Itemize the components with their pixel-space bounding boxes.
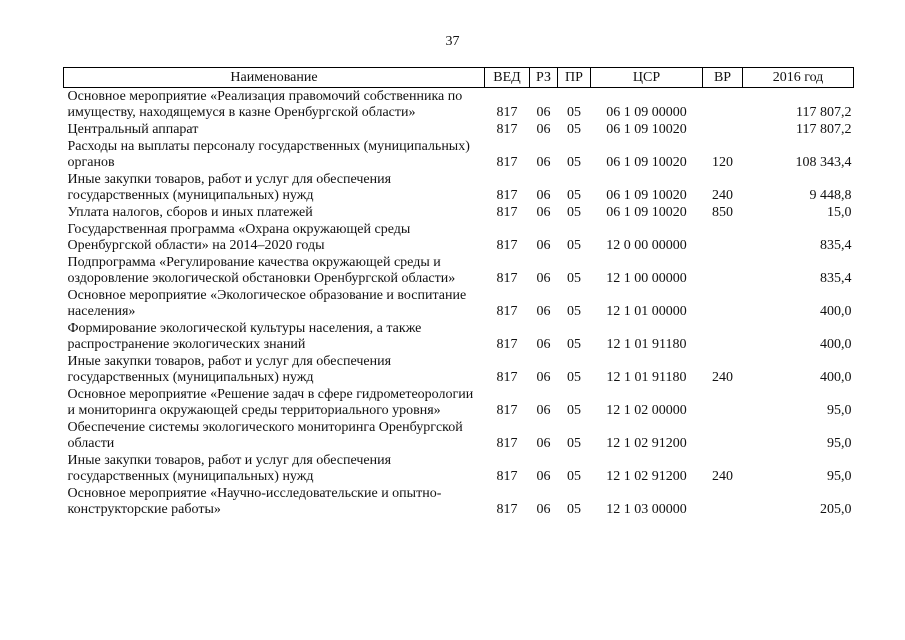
cell-name: Формирование экологической культуры населения, а также распространение экологических знаний [67,321,422,352]
cell-rz: 06 [536,205,551,220]
cell-pr: 05 [567,155,581,170]
cell-pr: 05 [567,105,581,120]
cell-name: Обеспечение системы экологического мониторинга Оренбургской области [67,420,463,451]
cell-amount: 15,0 [827,205,852,220]
cell-vr [703,485,743,518]
cell-amount: 95,0 [827,469,852,484]
cell-csr: 06 1 09 10020 [606,122,687,137]
cell-amount: 95,0 [827,436,852,451]
cell-rz: 06 [536,403,551,418]
cell-csr: 12 0 00 00000 [606,238,687,253]
cell-rz: 06 [536,370,551,385]
cell-amount: 400,0 [820,304,852,319]
cell-ved: 817 [496,469,518,484]
cell-amount: 95,0 [827,403,852,418]
cell-pr: 05 [567,403,581,418]
cell-amount: 9 448,8 [809,188,852,203]
cell-csr: 06 1 09 00000 [606,105,687,120]
cell-pr: 05 [567,370,581,385]
table-row [64,88,854,122]
cell-vr [703,320,743,353]
cell-vr [703,88,743,122]
table-row [64,287,854,320]
table-row [64,254,854,287]
cell-rz: 06 [536,238,551,253]
cell-ved: 817 [496,155,518,170]
cell-amount: 117 807,2 [796,122,852,137]
table-row [64,204,854,221]
cell-ved: 817 [496,205,518,220]
cell-csr: 12 1 02 91200 [606,469,687,484]
cell-rz: 06 [536,122,551,137]
table-row [64,419,854,452]
cell-amount: 400,0 [820,370,852,385]
cell-name: Расходы на выплаты персоналу государственных (муниципальных) органов [67,139,470,170]
cell-ved: 817 [496,188,518,203]
table-row [64,386,854,419]
cell-name: Подпрограмма «Регулирование качества окружающей среды и оздоровление экологической обстановки Оренбургской области» [67,255,456,286]
cell-name: Основное мероприятие «Научно-исследовательские и опытно-конструкторские работы» [67,486,442,517]
cell-amount: 400,0 [820,337,852,352]
cell-name: Основное мероприятие «Реализация правомочий собственника по имуществу, находящемуся в казне Оренбургской области» [67,89,463,120]
cell-csr: 12 1 01 91180 [606,337,687,352]
cell-rz: 06 [536,271,551,286]
page-number: 37 [445,34,460,49]
cell-ved: 817 [496,403,518,418]
table-row [64,171,854,204]
cell-pr: 05 [567,188,581,203]
cell-pr: 05 [567,304,581,319]
table-row [64,221,854,254]
cell-rz: 06 [536,436,551,451]
cell-vr: 240 [712,188,733,203]
cell-csr: 06 1 09 10020 [606,205,687,220]
cell-rz: 06 [536,469,551,484]
cell-vr [703,121,743,138]
cell-name: Иные закупки товаров, работ и услуг для обеспечения государственных (муниципальных) нужд [67,453,392,484]
cell-csr: 12 1 00 00000 [606,271,687,286]
table-row [64,485,854,518]
cell-csr: 12 1 02 00000 [606,403,687,418]
cell-ved: 817 [496,122,518,137]
cell-pr: 05 [567,337,581,352]
cell-pr: 05 [567,238,581,253]
cell-pr: 05 [567,271,581,286]
cell-csr: 06 1 09 10020 [606,155,687,170]
cell-ved: 817 [496,304,518,319]
cell-name: Основное мероприятие «Решение задач в сфере гидрометеорологии и мониторинга окружающей среды территориального уровня» [67,387,474,418]
column-header-amount: 2016 год [743,68,854,88]
cell-ved: 817 [496,502,518,517]
column-header-csr: ЦСР [591,68,703,88]
column-header-name: Наименование [64,68,485,88]
table-row [64,121,854,138]
cell-name: Иные закупки товаров, работ и услуг для обеспечения государственных (муниципальных) нужд [67,172,392,203]
column-header-vr: ВР [703,68,743,88]
table-body [64,88,854,519]
cell-ved: 817 [496,271,518,286]
cell-pr: 05 [567,502,581,517]
cell-csr: 12 1 03 00000 [606,502,687,517]
cell-rz: 06 [536,155,551,170]
cell-csr: 06 1 09 10020 [606,188,687,203]
cell-rz: 06 [536,188,551,203]
column-header-ved: ВЕД [485,68,530,88]
cell-ved: 817 [496,436,518,451]
cell-vr [703,287,743,320]
cell-pr: 05 [567,205,581,220]
table-row [64,320,854,353]
cell-ved: 817 [496,238,518,253]
table-header [64,68,854,88]
cell-pr: 05 [567,122,581,137]
cell-ved: 817 [496,105,518,120]
cell-ved: 817 [496,337,518,352]
budget-table [63,67,854,518]
cell-vr: 850 [712,205,733,220]
cell-amount: 835,4 [820,271,852,286]
cell-rz: 06 [536,337,551,352]
cell-rz: 06 [536,502,551,517]
cell-name: Государственная программа «Охрана окружающей среды Оренбургской области» на 2014–2020 годы [67,222,411,253]
cell-amount: 117 807,2 [796,105,852,120]
cell-vr [703,221,743,254]
cell-pr: 05 [567,436,581,451]
cell-amount: 108 343,4 [795,155,852,170]
table-row [64,353,854,386]
cell-ved: 817 [496,370,518,385]
cell-name: Центральный аппарат [67,122,199,137]
cell-amount: 835,4 [820,238,852,253]
cell-csr: 12 1 01 00000 [606,304,687,319]
column-header-rz: РЗ [530,68,558,88]
column-header-pr: ПР [558,68,591,88]
cell-csr: 12 1 02 91200 [606,436,687,451]
cell-rz: 06 [536,304,551,319]
cell-vr [703,386,743,419]
cell-name: Иные закупки товаров, работ и услуг для обеспечения государственных (муниципальных) нужд [67,354,392,385]
cell-pr: 05 [567,469,581,484]
cell-name: Уплата налогов, сборов и иных платежей [67,205,313,220]
cell-vr [703,254,743,287]
cell-csr: 12 1 01 91180 [606,370,687,385]
cell-vr: 240 [712,370,733,385]
cell-vr: 120 [712,155,733,170]
table-row [64,452,854,485]
cell-amount: 205,0 [820,502,852,517]
cell-name: Основное мероприятие «Экологическое образование и воспитание населения» [67,288,467,319]
cell-vr: 240 [712,469,733,484]
cell-vr [703,419,743,452]
cell-rz: 06 [536,105,551,120]
table-row [64,138,854,171]
